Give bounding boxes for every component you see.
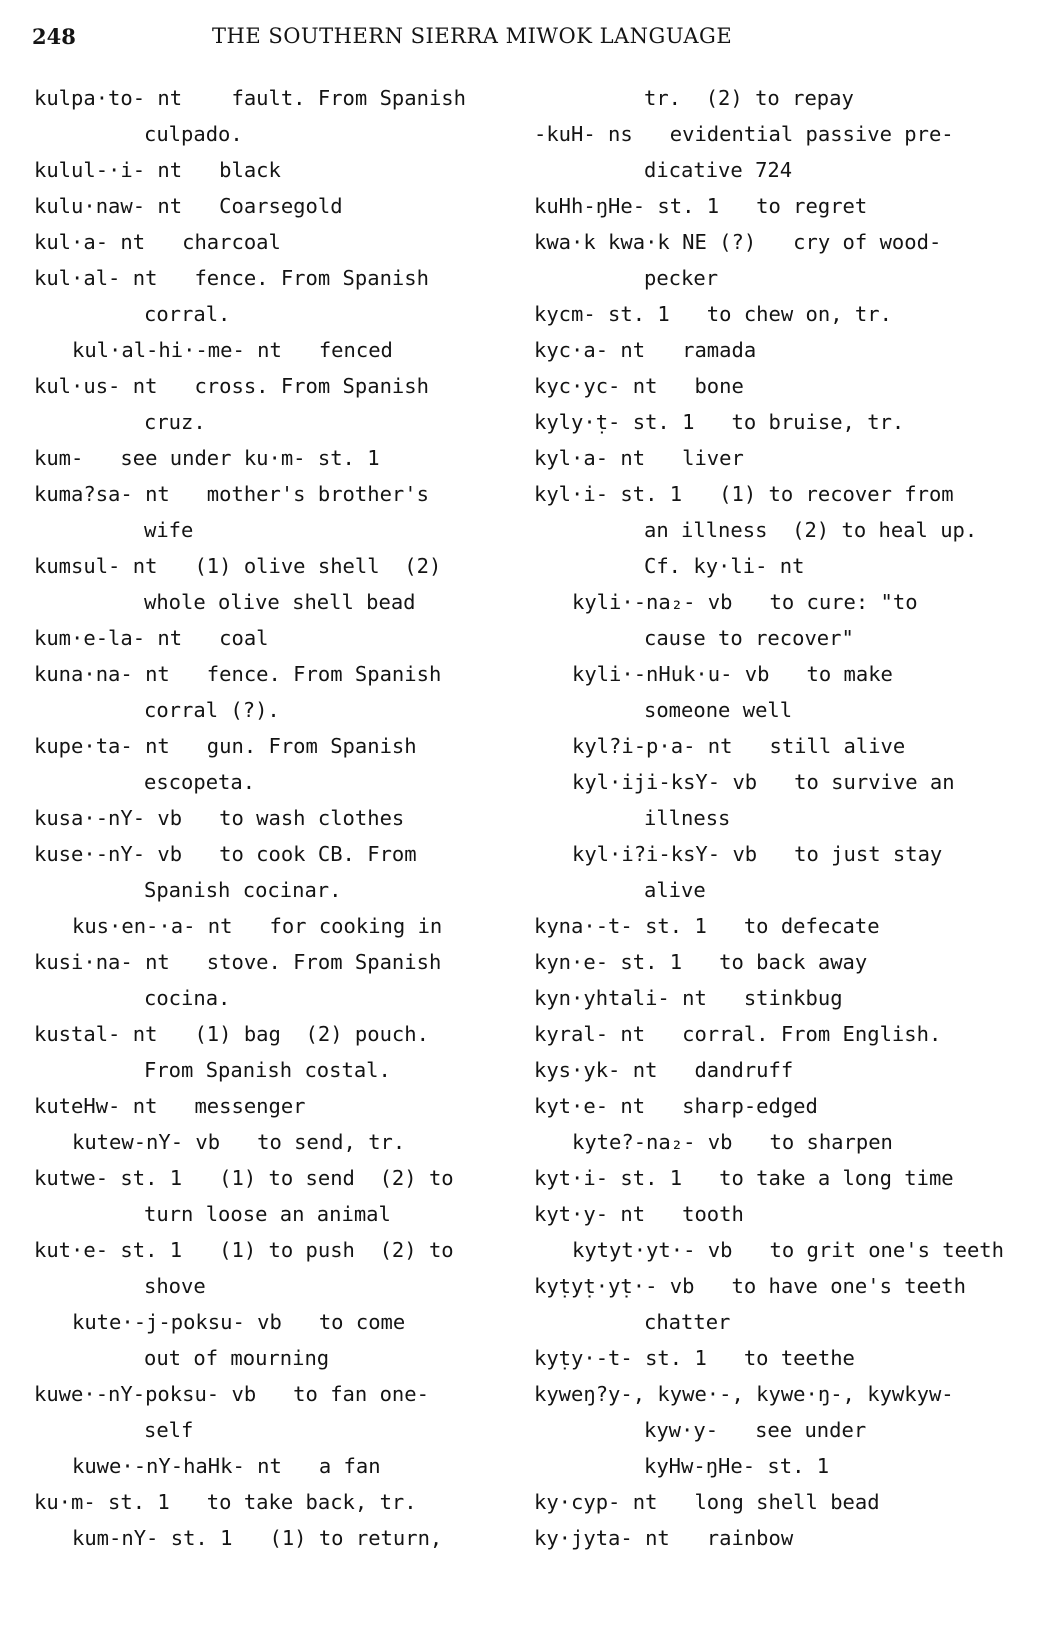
dictionary-entry-line: kuteHw- nt messenger (34, 1094, 306, 1118)
dictionary-entry-line: kus·en-·a- nt for cooking in (72, 914, 443, 938)
entry-continuation-line: turn loose an animal (144, 1202, 391, 1226)
entry-continuation-line: From Spanish costal. (144, 1058, 391, 1082)
dictionary-entry-line: ku·m- st. 1 to take back, tr. (34, 1490, 417, 1514)
dictionary-entry-line: kul·al- nt fence. From Spanish (34, 266, 429, 290)
dictionary-entry-line: kulu·naw- nt Coarsegold (34, 194, 343, 218)
dictionary-entry-line: kuma?sa- nt mother's brother's (34, 482, 429, 506)
dictionary-entry-line: -kuH- ns evidential passive pre- (534, 122, 954, 146)
entry-continuation-line: someone well (644, 698, 793, 722)
dictionary-entry-line: kuwe·-nY-poksu- vb to fan one- (34, 1382, 429, 1406)
dictionary-entry-line: kyl·iji-ksY- vb to survive an (572, 770, 955, 794)
entry-continuation-line: out of mourning (144, 1346, 330, 1370)
dictionary-entry-line: kul·al-hi·-me- nt fenced (72, 338, 393, 362)
dictionary-entry-line: kyli·-na₂- vb to cure: "to (572, 590, 918, 614)
dictionary-entry-line: kyt·e- nt sharp-edged (534, 1094, 818, 1118)
dictionary-entry-line: ky·jyta- nt rainbow (534, 1526, 794, 1550)
dictionary-entry-line: kulpa·to- nt fault. From Spanish (34, 86, 466, 110)
entry-continuation-line: illness (644, 806, 731, 830)
entry-continuation-line: shove (144, 1274, 206, 1298)
dictionary-entry-line: ky·cyp- nt long shell bead (534, 1490, 880, 1514)
dictionary-entry-line: kyweŋ?y-, kywe·-, kywe·ŋ-, kywkyw- (534, 1382, 954, 1406)
dictionary-entry-line: kyṭy·-t- st. 1 to teethe (534, 1346, 855, 1370)
dictionary-entry-line: kuwe·-nY-haHk- nt a fan (72, 1454, 381, 1478)
dictionary-entry-line: kutwe- st. 1 (1) to send (2) to (34, 1166, 454, 1190)
dictionary-entry-line: kutew-nY- vb to send, tr. (72, 1130, 406, 1154)
dictionary-entry-line: kyn·yhtali- nt stinkbug (534, 986, 843, 1010)
dictionary-entry-line: kuna·na- nt fence. From Spanish (34, 662, 442, 686)
dictionary-entry-line: kupe·ta- nt gun. From Spanish (34, 734, 417, 758)
entry-continuation-line: chatter (644, 1310, 731, 1334)
right-column (534, 80, 1034, 1556)
entry-continuation-line: cruz. (144, 410, 206, 434)
entry-continuation-line: kyw·y- see under (644, 1418, 867, 1442)
entry-continuation-line: self (144, 1418, 194, 1442)
entry-continuation-line: whole olive shell bead (144, 590, 416, 614)
dictionary-entry-line: kul·a- nt charcoal (34, 230, 281, 254)
dictionary-entry-line: kusa·-nY- vb to wash clothes (34, 806, 405, 830)
dictionary-entry-line: kyc·yc- nt bone (534, 374, 744, 398)
dictionary-entry-line: kuse·-nY- vb to cook CB. From (34, 842, 417, 866)
dictionary-entry-line: kwa·k kwa·k NE (?) cry of wood- (534, 230, 942, 254)
dictionary-entry-line: kute·-j-poksu- vb to come (72, 1310, 406, 1334)
dictionary-entry-line: kyn·e- st. 1 to back away (534, 950, 868, 974)
entry-continuation-line: culpado. (144, 122, 243, 146)
dictionary-entry-line: kuHh-ŋHe- st. 1 to regret (534, 194, 868, 218)
entry-continuation-line: wife (144, 518, 194, 542)
dictionary-entry-line: kyl·a- nt liver (534, 446, 744, 470)
entry-continuation-line: dicative 724 (644, 158, 793, 182)
dictionary-entry-line: kut·e- st. 1 (1) to push (2) to (34, 1238, 454, 1262)
dictionary-entry-line: kumsul- nt (1) olive shell (2) (34, 554, 442, 578)
dictionary-entry-line: kyl?i-p·a- nt still alive (572, 734, 906, 758)
entry-continuation-line: Spanish cocinar. (144, 878, 342, 902)
dictionary-entry-line: kyte?-na₂- vb to sharpen (572, 1130, 893, 1154)
dictionary-entry-line: kul·us- nt cross. From Spanish (34, 374, 429, 398)
entry-continuation-line: pecker (644, 266, 719, 290)
dictionary-entry-line: kyl·i?i-ksY- vb to just stay (572, 842, 943, 866)
dictionary-entry-line: kyli·-nHuk·u- vb to make (572, 662, 893, 686)
dictionary-entry-line: kum- see under ku·m- st. 1 (34, 446, 380, 470)
page-number: 248 (32, 24, 76, 49)
dictionary-entry-line: kum-nY- st. 1 (1) to return, (72, 1526, 443, 1550)
dictionary-entry-line: kyt·y- nt tooth (534, 1202, 744, 1226)
dictionary-entry-line: kyc·a- nt ramada (534, 338, 757, 362)
entry-continuation-line: corral (?). (144, 698, 280, 722)
dictionary-entry-line: kusi·na- nt stove. From Spanish (34, 950, 442, 974)
running-header: THE SOUTHERN SIERRA MIWOK LANGUAGE (212, 24, 733, 48)
dictionary-entry-line: kycm- st. 1 to chew on, tr. (534, 302, 892, 326)
dictionary-entry-line: kyl·i- st. 1 (1) to recover from (534, 482, 954, 506)
entry-continuation-line: escopeta. (144, 770, 256, 794)
dictionary-entry-line: kys·yk- nt dandruff (534, 1058, 794, 1082)
dictionary-entry-line: kulul-·i- nt black (34, 158, 281, 182)
dictionary-entry-line: kustal- nt (1) bag (2) pouch. (34, 1022, 429, 1046)
entry-continuation-line: Cf. ky·li- nt (644, 554, 805, 578)
entry-continuation-line: an illness (2) to heal up. (644, 518, 978, 542)
entry-continuation-line: tr. (2) to repay (644, 86, 854, 110)
entry-continuation-line: corral. (144, 302, 231, 326)
left-column (34, 80, 494, 1556)
entry-continuation-line: alive (644, 878, 706, 902)
entry-continuation-line: cocina. (144, 986, 231, 1010)
entry-continuation-line: cause to recover" (644, 626, 854, 650)
dictionary-entry-line: kum·e-la- nt coal (34, 626, 269, 650)
dictionary-entry-line: kyṭyṭ·yṭ·- vb to have one's teeth (534, 1274, 966, 1298)
dictionary-entry-line: kyt·i- st. 1 to take a long time (534, 1166, 954, 1190)
dictionary-entry-line: kytyt·yt·- vb to grit one's teeth (572, 1238, 1004, 1262)
entry-continuation-line: kyHw-ŋHe- st. 1 (644, 1454, 830, 1478)
dictionary-entry-line: kyna·-t- st. 1 to defecate (534, 914, 880, 938)
dictionary-entry-line: kyly·ṭ- st. 1 to bruise, tr. (534, 410, 905, 434)
dictionary-entry-line: kyral- nt corral. From English. (534, 1022, 942, 1046)
